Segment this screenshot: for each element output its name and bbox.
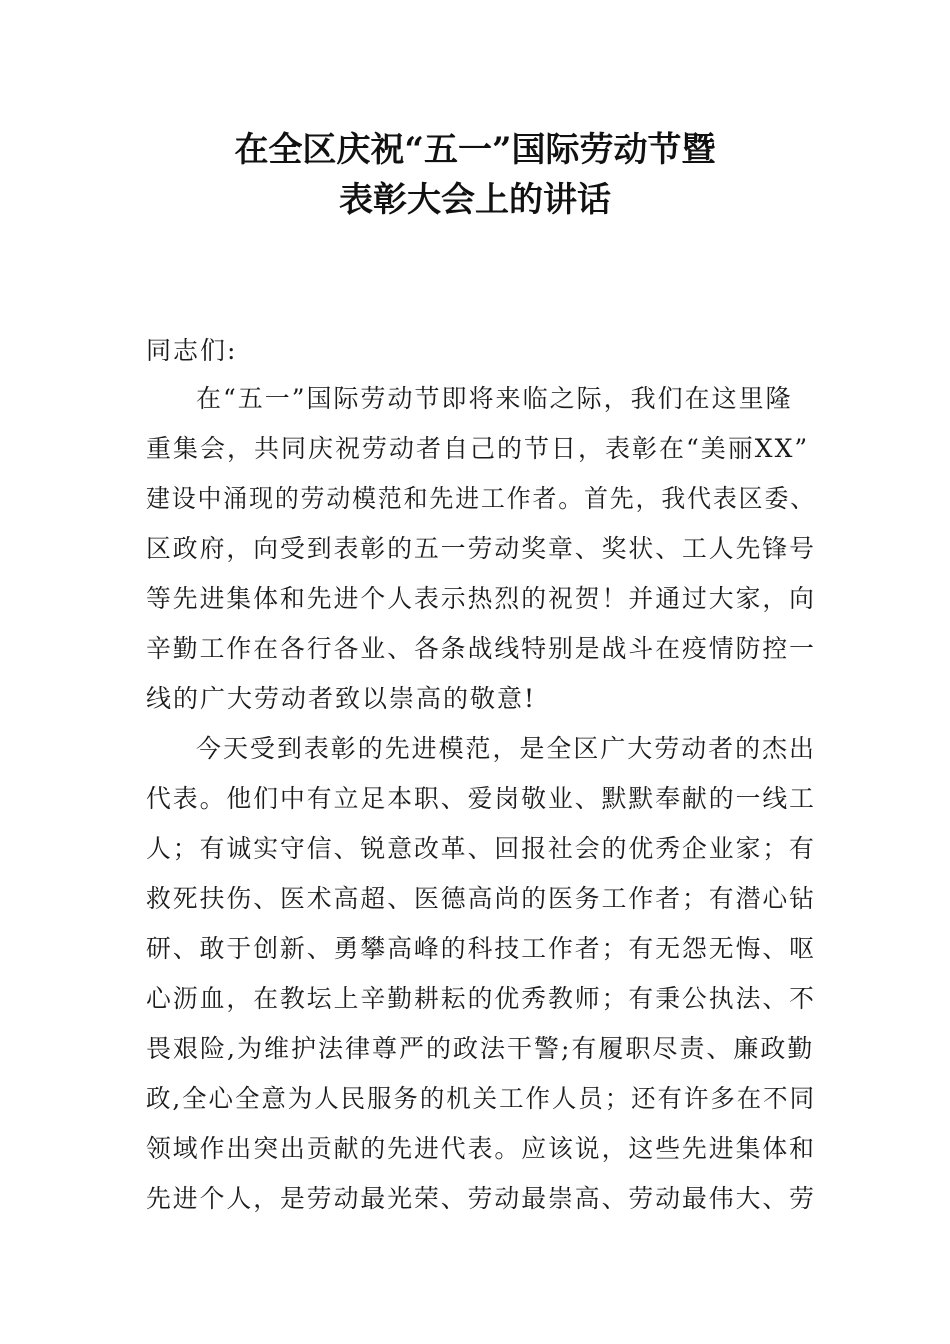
paragraph-1-line-5: 等先进集体和先进个人表示热烈的祝贺！并通过大家，向 [146,584,816,613]
paragraph-2-line-5: 研、敢于创新、勇攀高峰的科技工作者；有无怨无悔、呕 [146,934,816,963]
paragraph-2-line-6: 心沥血，在教坛上辛勤耕耘的优秀教师；有秉公执法、不 [146,984,816,1013]
paragraph-2-line-2: 代表。他们中有立足本职、爱岗敬业、默默奉献的一线工 [146,784,816,813]
paragraph-1-line-4: 区政府，向受到表彰的五一劳动奖章、奖状、工人先锋号 [146,534,816,563]
paragraph-2-line-8: 政,全心全意为人民服务的机关工作人员；还有许多在不同 [146,1084,816,1113]
paragraph-2-line-10: 先进个人，是劳动最光荣、劳动最崇高、劳动最伟大、劳 [146,1184,816,1213]
document-title-line-1: 在全区庆祝“五一”国际劳动节暨 [234,130,716,170]
document-title-line-2: 表彰大会上的讲话 [339,180,611,220]
paragraph-2-line-1: 今天受到表彰的先进模范，是全区广大劳动者的杰出 [196,734,816,763]
paragraph-1-line-1: 在“五一”国际劳动节即将来临之际，我们在这里隆 [196,384,793,413]
paragraph-2-line-4: 救死扶伤、医术高超、医德高尚的医务工作者；有潜心钻 [146,884,816,913]
paragraph-2-line-7: 畏艰险,为维护法律尊严的政法干警;有履职尽责、廉政勤 [146,1034,815,1063]
paragraph-1-line-3: 建设中涌现的劳动模范和先进工作者。首先，我代表区委、 [146,484,816,513]
paragraph-2-line-9: 领域作出突出贡献的先进代表。应该说，这些先进集体和 [146,1134,816,1163]
paragraph-2-line-3: 人；有诚实守信、锐意改革、回报社会的优秀企业家；有 [146,834,816,863]
paragraph-1-line-7: 线的广大劳动者致以崇高的敬意! [146,684,537,713]
paragraph-1-line-2: 重集会，共同庆祝劳动者自己的节日，表彰在“美丽XX” [146,434,810,463]
salutation: 同志们: [146,336,238,365]
paragraph-1-line-6: 辛勤工作在各行各业、各条战线特别是战斗在疫情防控一 [146,634,816,663]
